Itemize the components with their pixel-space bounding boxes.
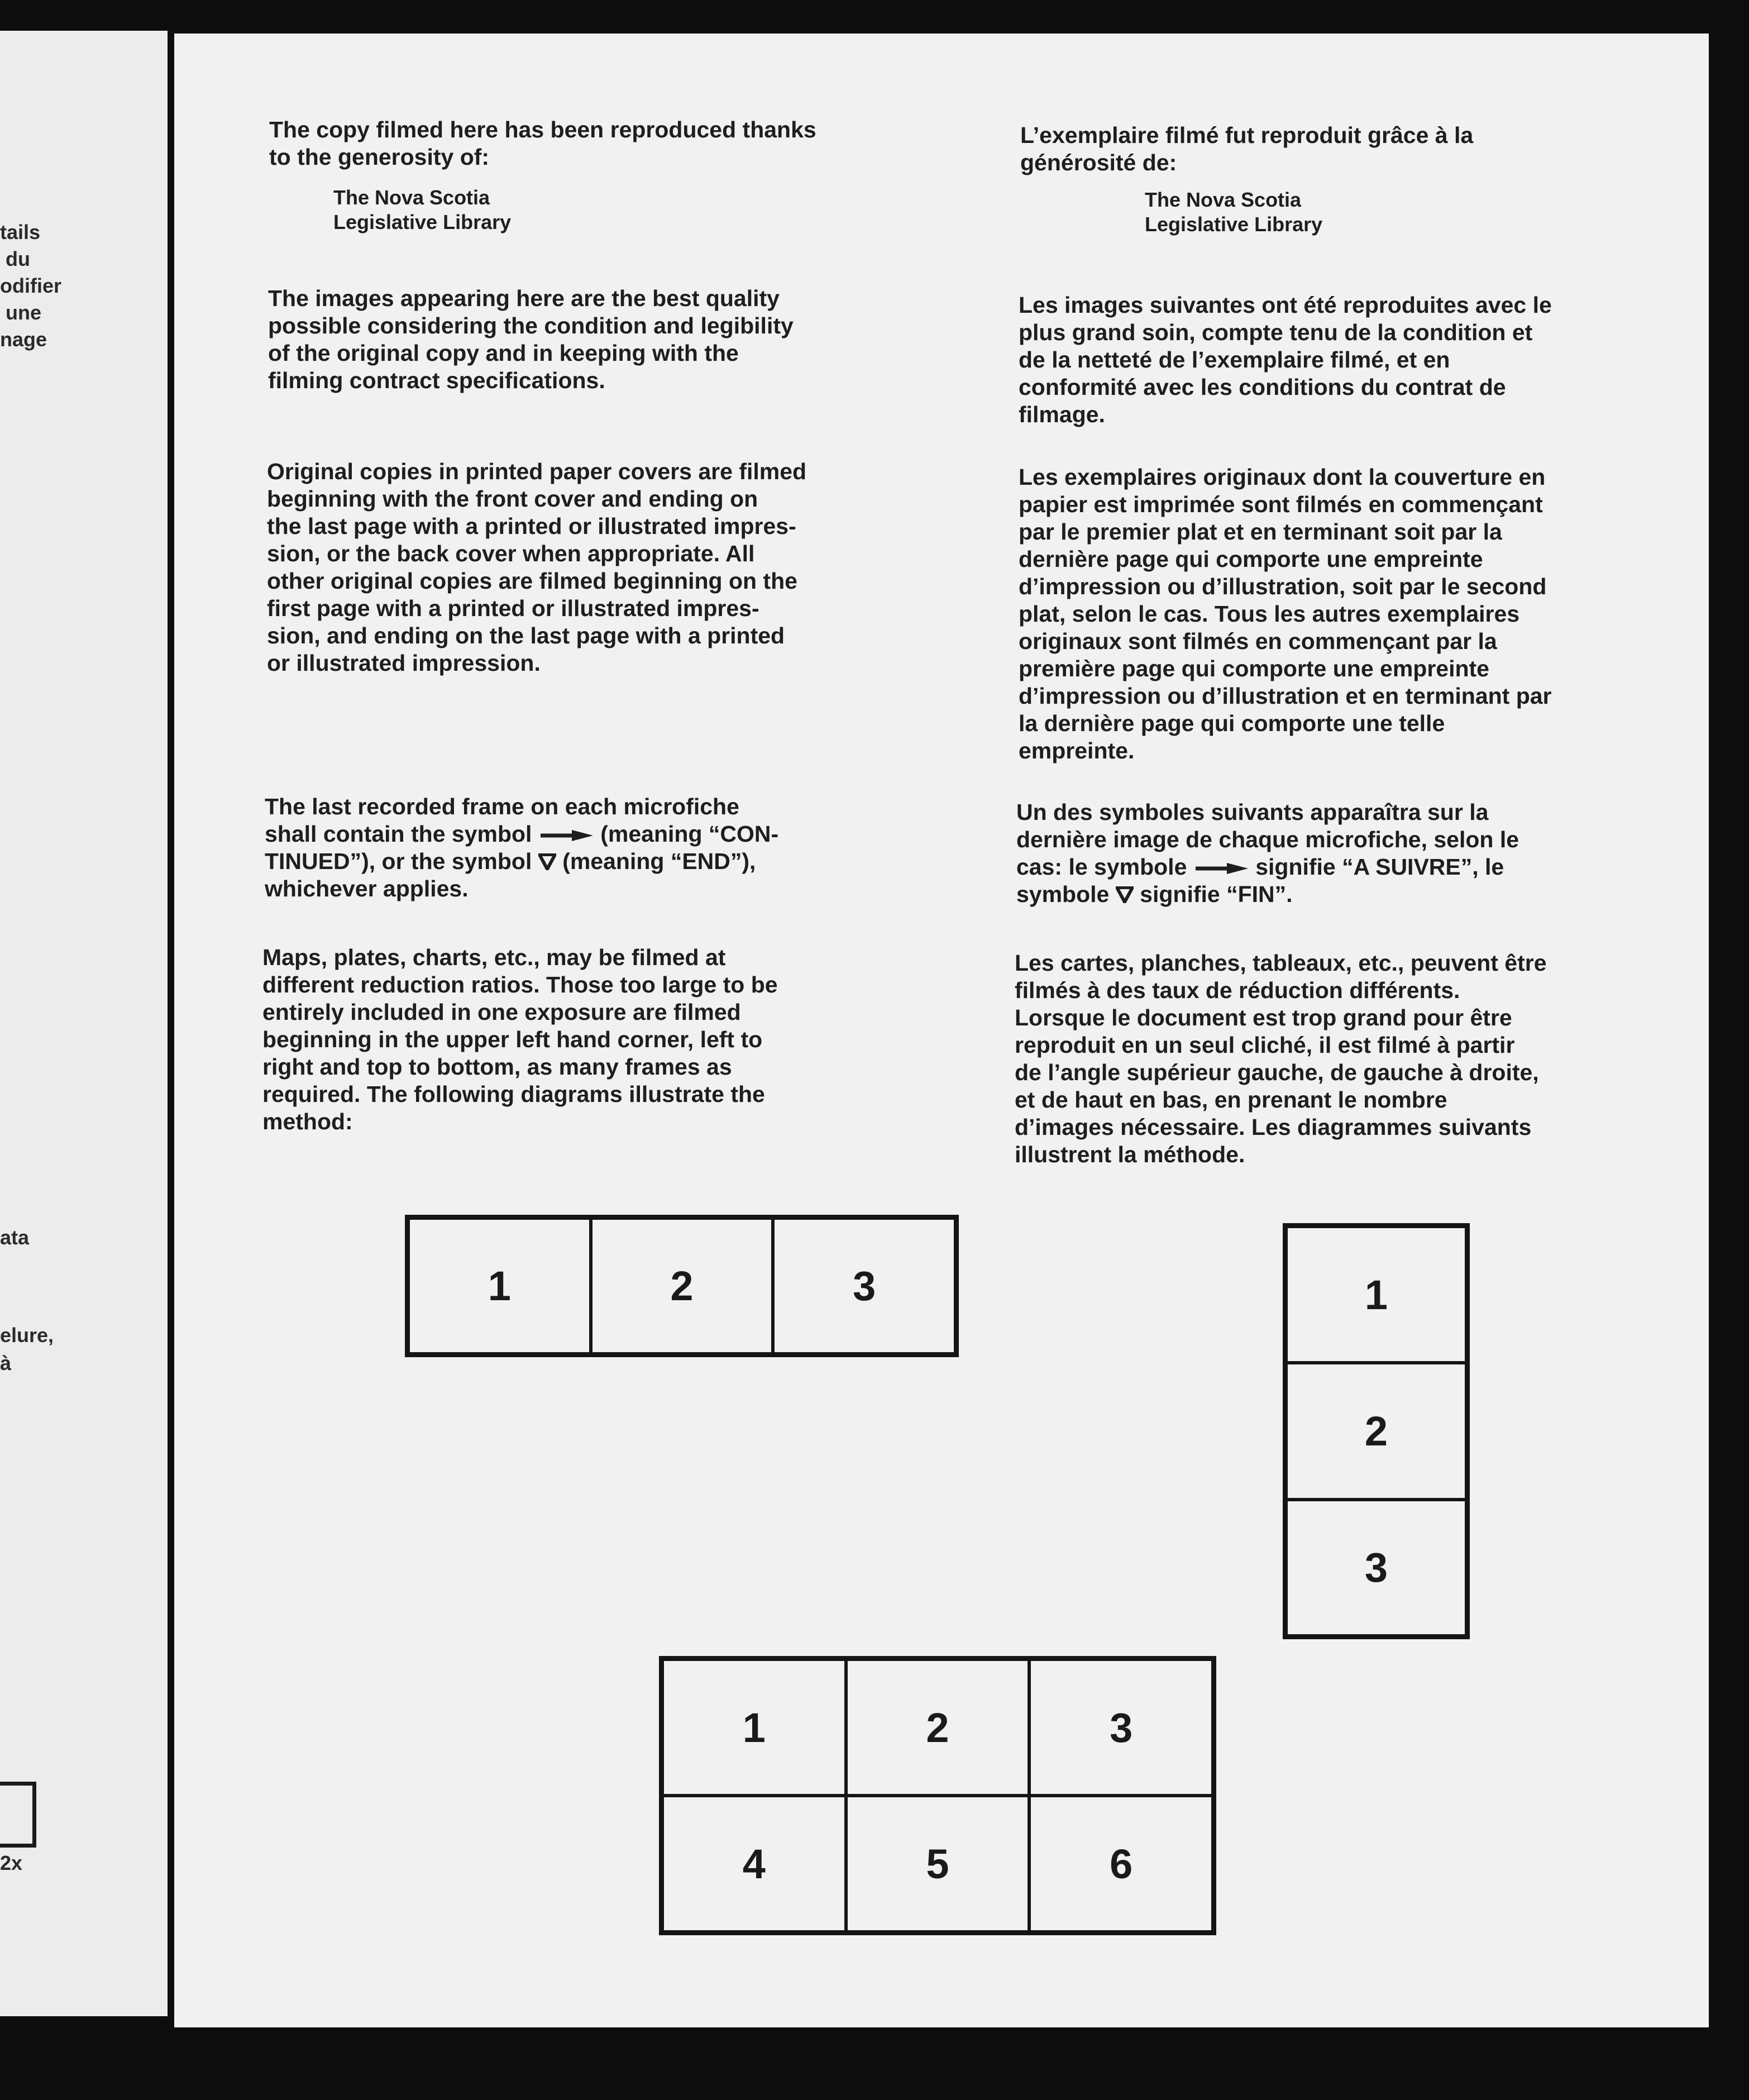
text-line: filmage. xyxy=(1019,402,1105,427)
text-line: plus grand soin, compte tenu de la condition et xyxy=(1019,319,1533,345)
text-line: or illustrated impression. xyxy=(267,650,541,676)
text-line: Legislative Library xyxy=(333,211,512,233)
text-run: (meaning “CON- xyxy=(600,821,779,847)
french-symbol-paragraph xyxy=(1016,799,1519,908)
text-line: illustrent la méthode. xyxy=(1015,1142,1245,1167)
edge-fragment: à xyxy=(0,1352,12,1374)
text-line: et de haut en bas, en prenant le nombre xyxy=(1015,1087,1447,1113)
text-line: Original copies in printed paper covers are filmed xyxy=(267,459,807,484)
french-covers-paragraph xyxy=(1019,464,1552,765)
french-library-name xyxy=(1145,188,1322,237)
text-line: plat, selon le cas. Tous les autres exemplaires xyxy=(1019,601,1520,627)
text-line: possible considering the condition and legibility xyxy=(268,313,794,338)
english-quality-paragraph xyxy=(268,285,794,394)
text-line: beginning in the upper left hand corner, left to xyxy=(262,1027,763,1052)
text-run: (meaning “END”), xyxy=(562,848,756,874)
text-line: d’impression ou d’illustration et en terminant par xyxy=(1019,683,1552,709)
document-page xyxy=(174,34,1709,2027)
diagram-vertical-frames xyxy=(1283,1223,1470,1639)
arrow-right-icon xyxy=(538,829,594,842)
edge-fragment: 2x xyxy=(0,1851,23,1874)
text-line: to the generosity of: xyxy=(269,144,490,170)
text-line: sion, or the back cover when appropriate. All xyxy=(267,541,755,566)
frame-cell: 1 xyxy=(1286,1226,1466,1363)
text-line: Legislative Library xyxy=(1145,213,1323,236)
text-line: sion, and ending on the last page with a printed xyxy=(267,623,785,648)
text-line: of the original copy and in keeping with the xyxy=(268,340,739,366)
frame-cell: 5 xyxy=(846,1796,1030,1932)
text-line: L’exemplaire filmé fut reproduit grâce à la xyxy=(1020,122,1474,148)
text-line: générosité de: xyxy=(1020,150,1177,175)
text-line: filming contract specifications. xyxy=(268,367,605,393)
text-line: Les exemplaires originaux dont la couverture en xyxy=(1019,464,1546,490)
text-line: d’images nécessaire. Les diagrammes suivants xyxy=(1015,1114,1532,1140)
edge-fragment: nage xyxy=(0,328,47,351)
arrow-right-icon xyxy=(1193,862,1249,875)
frame-cell: 2 xyxy=(846,1659,1030,1796)
text-line: right and top to bottom, as many frames as xyxy=(262,1054,732,1080)
text-line: Les cartes, planches, tableaux, etc., peuvent être xyxy=(1015,950,1547,976)
text-line: The copy filmed here has been reproduced thanks xyxy=(269,117,816,142)
frame-cell: 3 xyxy=(1029,1659,1213,1796)
previous-page-edge xyxy=(0,31,168,2016)
frame-cell: 1 xyxy=(408,1218,591,1354)
text-line: different reduction ratios. Those too large to be xyxy=(262,972,778,997)
edge-fragment: elure, xyxy=(0,1324,54,1347)
edge-fragment: du xyxy=(6,247,30,270)
text-line: filmés à des taux de réduction différents. xyxy=(1015,977,1460,1003)
text-run: signifie “A SUIVRE”, le xyxy=(1255,854,1504,880)
frame-cell: 3 xyxy=(773,1218,955,1354)
text-line: beginning with the front cover and ending on xyxy=(267,486,758,512)
frame-cell: 2 xyxy=(1286,1363,1466,1499)
text-line: de la netteté de l’exemplaire filmé, et en xyxy=(1019,347,1450,373)
text-line: par le premier plat et en terminant soit par la xyxy=(1019,519,1502,545)
french-maps-paragraph xyxy=(1015,949,1547,1168)
english-thanks xyxy=(269,116,816,171)
text-line: first page with a printed or illustrated impres- xyxy=(267,595,759,621)
text-line: reproduit en un seul cliché, il est filmé à partir xyxy=(1015,1032,1515,1058)
text-line: conformité avec les conditions du contrat de xyxy=(1019,374,1506,400)
text-line: Les images suivantes ont été reproduites avec le xyxy=(1019,292,1552,318)
text-line: entirely included in one exposure are filmed xyxy=(262,999,741,1025)
frame-cell: 1 xyxy=(662,1659,846,1796)
english-library-name xyxy=(333,185,511,235)
text-line: dernière page qui comporte une empreinte xyxy=(1019,546,1483,572)
text-line: première page qui comporte une empreinte xyxy=(1019,656,1489,681)
english-maps-paragraph xyxy=(262,944,778,1135)
text-line: whichever applies. xyxy=(265,876,469,901)
text-line: The last recorded frame on each microfiche xyxy=(265,794,739,819)
edge-fragment: une xyxy=(6,301,42,324)
text-line xyxy=(1016,853,1519,881)
triangle-down-icon xyxy=(538,853,556,870)
text-line: The images appearing here are the best quality xyxy=(268,285,780,311)
edge-fragment: tails xyxy=(0,221,41,244)
text-line: papier est imprimée sont filmés en commençant xyxy=(1019,491,1543,517)
english-symbol-paragraph xyxy=(265,793,778,903)
edge-fragment: ata xyxy=(0,1226,30,1249)
french-thanks xyxy=(1020,122,1473,176)
text-line: The Nova Scotia xyxy=(333,186,490,209)
french-quality-paragraph xyxy=(1019,292,1552,428)
text-line: originaux sont filmés en commençant par la xyxy=(1019,628,1497,654)
text-line: required. The following diagrams illustrate the xyxy=(262,1081,765,1107)
text-line: Lorsque le document est trop grand pour être xyxy=(1015,1005,1512,1030)
text-line: de l’angle supérieur gauche, de gauche à droite, xyxy=(1015,1059,1539,1085)
text-line: la dernière page qui comporte une telle xyxy=(1019,710,1445,736)
edge-fragment: odifier xyxy=(0,274,62,297)
frame-cell: 6 xyxy=(1029,1796,1213,1932)
text-run: symbole xyxy=(1016,881,1110,907)
text-line: other original copies are filmed beginning on the xyxy=(267,568,797,594)
text-run: TINUED”), or the symbol xyxy=(265,848,532,874)
text-line: method: xyxy=(262,1109,353,1134)
diagram-grid-frames xyxy=(659,1656,1216,1935)
edge-frame-box xyxy=(0,1782,36,1848)
triangle-down-icon xyxy=(1116,886,1134,903)
frame-cell: 3 xyxy=(1286,1500,1466,1636)
text-line: empreinte. xyxy=(1019,738,1135,763)
text-line xyxy=(265,848,778,875)
text-line xyxy=(265,820,778,848)
text-line: Un des symboles suivants apparaîtra sur la xyxy=(1016,799,1489,825)
text-line: Maps, plates, charts, etc., may be filmed at xyxy=(262,944,726,970)
text-line: dernière image de chaque microfiche, selon le xyxy=(1016,827,1519,852)
frame-cell: 2 xyxy=(591,1218,773,1354)
english-covers-paragraph xyxy=(267,458,806,677)
text-run: cas: le symbole xyxy=(1016,854,1187,880)
text-line: The Nova Scotia xyxy=(1145,188,1302,211)
text-line: the last page with a printed or illustrated impres- xyxy=(267,513,796,539)
text-line: d’impression ou d’illustration, soit par le second xyxy=(1019,574,1547,599)
text-line xyxy=(1016,881,1519,908)
diagram-horizontal-frames xyxy=(405,1215,959,1357)
text-run: signifie “FIN”. xyxy=(1140,881,1293,907)
frame-cell: 4 xyxy=(662,1796,846,1932)
text-run: shall contain the symbol xyxy=(265,821,532,847)
